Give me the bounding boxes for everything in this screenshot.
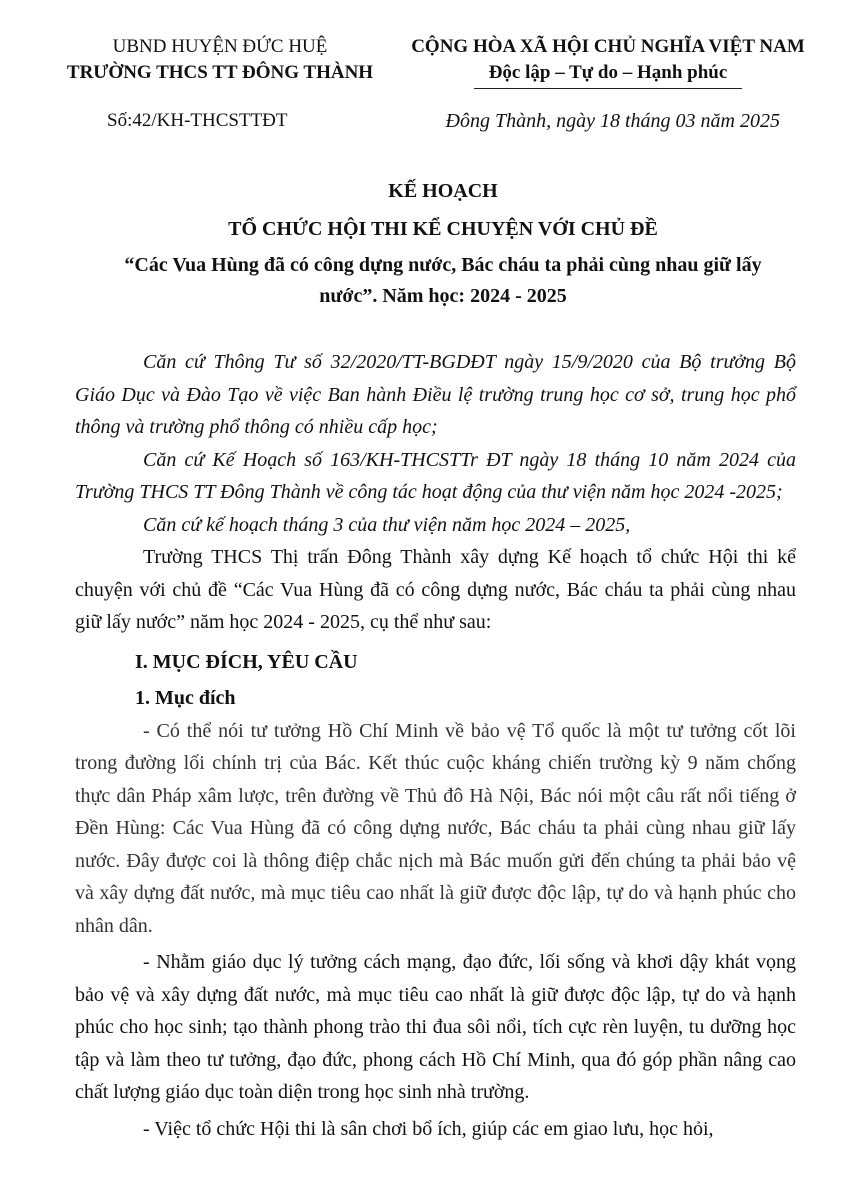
basis-paragraph: Căn cứ Kế Hoạch số 163/KH-THCSTTr ĐT ngày 18 tháng 10 năm 2024 của Trường THCS TT Đông Thành về công tác hoạt động của thư viện năm học 2024 -2025;: [75, 448, 796, 503]
title-line-1: KẾ HOẠCH: [388, 180, 498, 202]
body-paragraph: - Việc tổ chức Hội thi là sân chơi bổ ích, giúp các em giao lưu, học hỏi,: [143, 1117, 714, 1140]
subsection-heading: 1. Mục đích: [135, 686, 236, 709]
document-body: [75, 346, 796, 1145]
title-line-3: “Các Vua Hùng đã có công dựng nước, Bác cháu ta phải cùng nhau giữ lấy nước”. Năm học: 2024 - 2025: [124, 254, 762, 307]
date-place: Đông Thành, ngày 18 tháng 03 năm 2025: [445, 110, 780, 132]
issuer-block: [40, 34, 400, 86]
basis-paragraph: Căn cứ kế hoạch tháng 3 của thư viện năm học 2024 – 2025,: [143, 513, 631, 536]
section-heading: I. MỤC ĐÍCH, YÊU CẦU: [135, 650, 358, 673]
national-name: CỘNG HÒA XÃ HỘI CHỦ NGHĨA VIỆT NAM: [411, 36, 805, 57]
document-number: Số:42/KH-THCSTTĐT: [107, 110, 288, 131]
body-paragraph: - Có thể nói tư tưởng Hồ Chí Minh về bảo vệ Tổ quốc là một tư tưởng cốt lõi trong đường lối chính trị của Bác. Kết thúc cuộc kháng chiến trường kỳ 9 năm chống thực dân Pháp xâm lược, trên đường về Thủ đô Hà Nội, Bác nói một câu rất nổi tiếng ở Đền Hùng: Các Vua Hùng đã có công dựng nước, Bác cháu ta phải cùng nhau giữ lấy nước. Đây được coi là thông điệp chắc nịch mà Bác muốn gửi đến chúng ta phải bảo vệ và xây dựng đất nước, mà mục tiêu cao nhất là giữ được độc lập, tự do và hạnh phúc cho nhân dân.: [75, 719, 796, 937]
issuer-org: UBND HUYỆN ĐỨC HUỆ: [112, 36, 328, 57]
title-line-2: TỔ CHỨC HỘI THI KỂ CHUYỆN VỚI CHỦ ĐỀ: [228, 218, 658, 240]
motto-underline: [474, 88, 742, 89]
issuer-school: TRƯỜNG THCS TT ĐÔNG THÀNH: [66, 62, 374, 83]
intro-paragraph: Trường THCS Thị trấn Đông Thành xây dựng Kế hoạch tổ chức Hội thi kể chuyện với chủ đề “Các Vua Hùng đã có công dựng nước, Bác cháu ta phải cùng nhau giữ lấy nước” năm học 2024 - 2025, cụ thể như sau:: [75, 546, 796, 633]
national-header: [388, 34, 828, 89]
national-motto: Độc lập – Tự do – Hạnh phúc: [488, 62, 728, 83]
basis-paragraph: Căn cứ Thông Tư số 32/2020/TT-BGDĐT ngày 15/9/2020 của Bộ trưởng Bộ Giáo Dục và Đào Tạo về việc Ban hành Điều lệ trường trung học cơ sở, trung học phổ thông và trường phổ thông có nhiều cấp học;: [75, 351, 796, 438]
body-paragraph: - Nhằm giáo dục lý tưởng cách mạng, đạo đức, lối sống và khơi dậy khát vọng bảo vệ và xây dựng đất nước, mà mục tiêu cao nhất là giữ được độc lập, tự do và hạnh phúc cho học sinh; tạo thành phong trào thi đua sôi nổi, tích cực rèn luyện, tu dưỡng học tập và làm theo tư tưởng, đạo đức, phong cách Hồ Chí Minh, qua đó góp phần nâng cao chất lượng giáo dục toàn diện trong học sinh nhà trường.: [75, 951, 796, 1103]
document-title: [100, 178, 786, 312]
